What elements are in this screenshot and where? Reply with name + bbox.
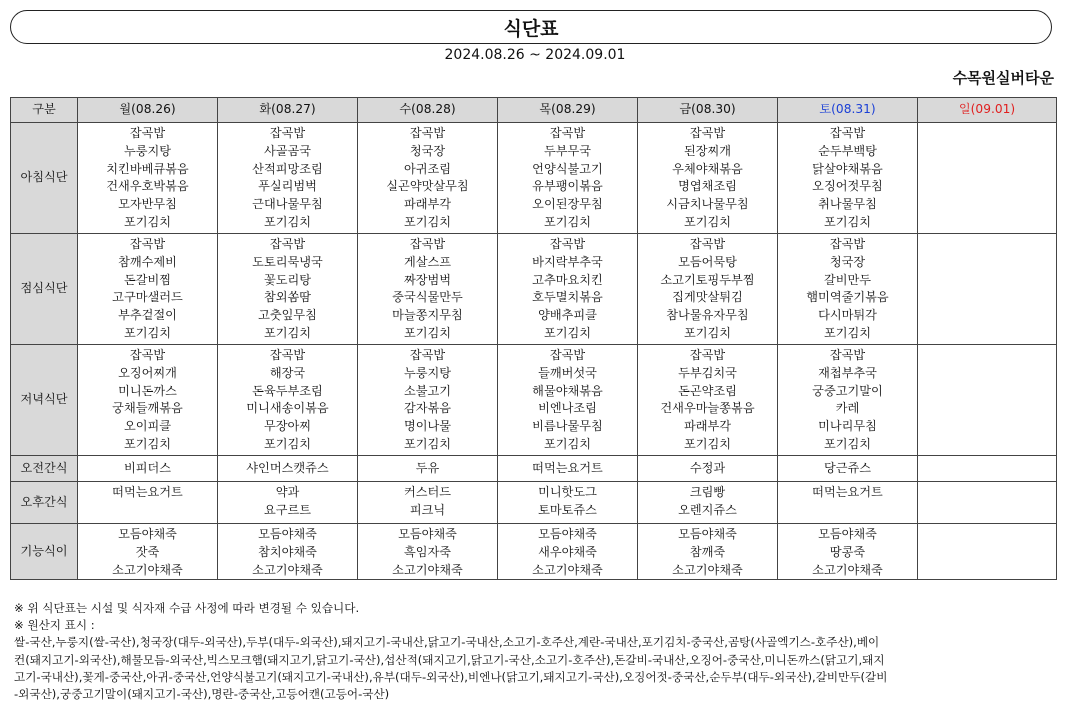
menu-item: 유부팽이볶음 xyxy=(532,179,603,194)
menu-item: 누룽지탕 xyxy=(403,365,452,380)
menu-item: 두유 xyxy=(415,460,440,475)
menu-cell xyxy=(778,123,918,234)
menu-item: 미니핫도그 xyxy=(538,485,597,499)
menu-item: 오징어찌개 xyxy=(118,365,177,380)
menu-item: 소불고기 xyxy=(403,383,452,398)
menu-cell xyxy=(358,524,498,580)
menu-item: 떠먹는요거트 xyxy=(112,485,183,499)
menu-item: 요구르트 xyxy=(263,502,312,517)
menu-item: 궁중고기말이 xyxy=(812,383,883,398)
menu-cell xyxy=(918,524,1057,580)
meal-row xyxy=(11,345,1057,456)
menu-cell xyxy=(498,123,638,234)
menu-item: 명이나물 xyxy=(403,419,452,434)
menu-cell xyxy=(218,482,358,524)
menu-item: 닭살야채볶음 xyxy=(812,161,883,176)
menu-item: 포기김치 xyxy=(403,214,452,229)
menu-item: 언양식불고기 xyxy=(532,161,603,176)
menu-cell xyxy=(218,345,358,456)
menu-cell xyxy=(78,524,218,580)
menu-item: 포기김치 xyxy=(823,436,872,451)
menu-cell xyxy=(638,345,778,456)
meal-row-label: 점심식단 xyxy=(11,234,78,345)
menu-item: 돈갈비찜 xyxy=(123,272,172,287)
menu-item: 중국식물만두 xyxy=(392,290,463,305)
menu-cell xyxy=(498,524,638,580)
menu-item: 게살스프 xyxy=(403,254,452,269)
menu-item: 포기김치 xyxy=(683,325,732,340)
menu-item: 푸실리범벅 xyxy=(258,179,317,194)
menu-item: 모듬야채죽 xyxy=(818,527,877,541)
menu-item: 잣죽 xyxy=(135,544,160,559)
meal-row xyxy=(11,524,1057,580)
menu-item: 잡곡밥 xyxy=(829,126,866,140)
menu-cell xyxy=(218,456,358,482)
menu-cell xyxy=(78,482,218,524)
menu-item: 모듬야채죽 xyxy=(258,527,317,541)
menu-item: 두부무국 xyxy=(543,143,592,158)
menu-item: 떠먹는요거트 xyxy=(532,460,603,475)
title-box xyxy=(10,10,1052,44)
meal-row xyxy=(11,123,1057,234)
menu-cell xyxy=(918,482,1057,524)
menu-item: 미니돈까스 xyxy=(118,383,177,398)
menu-item: 당근쥬스 xyxy=(823,460,872,475)
menu-cell xyxy=(638,123,778,234)
menu-item: 참깨수제비 xyxy=(118,254,177,269)
origin-line: 컨(돼지고기-외국산),해물모듬-외국산,빅스모크햄(돼지고기,닭고기-국산),섭산적(돼지고기,닭고기-국산,소고기-호주산),돈갈비-국내산,오징어-중국산,미니돈까스(닭고기,돼지 xyxy=(14,652,885,667)
menu-item: 소고기야채죽 xyxy=(812,562,883,577)
date-range: 2024.08.26 ~ 2024.09.01 xyxy=(444,47,626,63)
menu-item: 근대나물무침 xyxy=(252,197,323,212)
menu-item: 잡곡밥 xyxy=(129,237,166,251)
menu-item: 잡곡밥 xyxy=(269,348,306,362)
menu-item: 잡곡밥 xyxy=(549,126,586,140)
menu-cell xyxy=(78,456,218,482)
menu-item: 순두부백탕 xyxy=(818,143,877,158)
menu-cell xyxy=(918,345,1057,456)
menu-item: 잡곡밥 xyxy=(129,126,166,140)
menu-cell xyxy=(638,482,778,524)
menu-item: 잡곡밥 xyxy=(829,348,866,362)
menu-item: 카레 xyxy=(835,401,860,416)
menu-item: 고춧잎무침 xyxy=(258,308,317,323)
menu-item: 잡곡밥 xyxy=(829,237,866,251)
menu-item: 건새우마늘쫑볶음 xyxy=(660,401,755,416)
menu-item: 해물야채볶음 xyxy=(532,383,603,398)
menu-item: 잡곡밥 xyxy=(689,126,726,140)
menu-item: 포기김치 xyxy=(683,436,732,451)
menu-item: 소고기토핑두부찜 xyxy=(660,272,755,287)
menu-item: 갈비만두 xyxy=(823,272,872,287)
menu-item: 포기김치 xyxy=(263,436,312,451)
menu-item: 산적피망조림 xyxy=(252,161,323,176)
menu-item: 포기김치 xyxy=(123,325,172,340)
menu-item: 재첩부추국 xyxy=(818,365,877,380)
menu-item: 누룽지탕 xyxy=(123,143,172,158)
corner-header: 구분 xyxy=(11,98,78,123)
menu-item: 수정과 xyxy=(689,460,726,475)
meal-row-label: 오후간식 xyxy=(11,482,78,524)
menu-item: 파래부각 xyxy=(403,197,452,212)
menu-item: 된장찌개 xyxy=(683,143,732,158)
menu-item: 치킨바베큐볶음 xyxy=(106,161,189,176)
day-header: 수(08.28) xyxy=(358,98,498,123)
origin-line: 쌀-국산,누룽지(쌀-국산),청국장(대두-외국산),두부(대두-외국산),돼지고기-국내산,닭고기-국내산,소고기-호주산,계란-국내산,포기김치-중국산,곰탕(사골엑기스-호주산),베이 xyxy=(14,635,880,650)
menu-cell xyxy=(358,482,498,524)
menu-item: 포기김치 xyxy=(823,214,872,229)
menu-item: 잡곡밥 xyxy=(269,126,306,140)
origin-line: -외국산),궁중고기말이(돼지고기-국산),명란-중국산,고등어캔(고등어-국산) xyxy=(14,687,390,702)
menu-item: 떠먹는요거트 xyxy=(812,485,883,499)
menu-item: 포기김치 xyxy=(543,325,592,340)
menu-cell xyxy=(358,345,498,456)
header-row xyxy=(11,98,1057,123)
meal-row-label: 저녁식단 xyxy=(11,345,78,456)
menu-item: 비엔나조림 xyxy=(538,401,597,416)
menu-item: 크림빵 xyxy=(689,485,726,499)
menu-cell xyxy=(638,456,778,482)
menu-item: 샤인머스캣쥬스 xyxy=(246,460,329,475)
menu-item: 잡곡밥 xyxy=(409,126,446,140)
menu-cell xyxy=(78,123,218,234)
menu-item: 바지락부추국 xyxy=(532,254,603,269)
meal-row xyxy=(11,456,1057,482)
menu-cell xyxy=(778,456,918,482)
menu-item: 오징어젓무침 xyxy=(812,179,883,194)
menu-item: 참외쏨땀 xyxy=(263,290,312,305)
menu-item: 청국장 xyxy=(829,254,866,269)
menu-item: 오이피클 xyxy=(123,419,172,434)
menu-item: 모듬야채죽 xyxy=(398,527,457,541)
menu-item: 다시마튀각 xyxy=(818,308,877,323)
menu-item: 잡곡밥 xyxy=(549,348,586,362)
menu-item: 취나물무침 xyxy=(818,197,877,212)
menu-item: 포기김치 xyxy=(403,325,452,340)
menu-item: 도토리묵냉국 xyxy=(252,254,323,269)
menu-cell xyxy=(498,482,638,524)
menu-item: 비피더스 xyxy=(123,460,172,475)
menu-item: 포기김치 xyxy=(263,214,312,229)
menu-item: 해장국 xyxy=(269,365,306,380)
menu-cell xyxy=(78,345,218,456)
menu-item: 포기김치 xyxy=(123,214,172,229)
menu-item: 호두멸치볶음 xyxy=(532,290,603,305)
menu-item: 참깨죽 xyxy=(689,544,726,559)
menu-item: 들깨버섯국 xyxy=(538,365,597,380)
menu-item: 포기김치 xyxy=(683,214,732,229)
menu-item: 잡곡밥 xyxy=(129,348,166,362)
notice-line: ※ 위 식단표는 시설 및 식자재 수급 사정에 따라 변경될 수 있습니다. xyxy=(14,601,360,615)
origin-line: 고기-국내산),꽃게-중국산,아귀-중국산,언양식불고기(돼지고기-국내산),유부(대두-외국산),비엔나(닭고기,돼지고기-국산),오징어젓-중국산,순두부(대두-외국산),갈비만두(갈비 xyxy=(14,669,888,684)
menu-item: 청국장 xyxy=(409,143,446,158)
notice-line: ※ 원산지 표시 : xyxy=(14,618,95,633)
menu-cell xyxy=(778,524,918,580)
day-header: 목(08.29) xyxy=(498,98,638,123)
menu-item: 파래부각 xyxy=(683,419,732,434)
menu-item: 오이된장무침 xyxy=(532,197,603,212)
facility-name: 수목원실버타운 xyxy=(952,69,1054,87)
menu-cell xyxy=(638,524,778,580)
menu-item: 양배추피클 xyxy=(538,308,597,323)
menu-item: 약과 xyxy=(275,485,300,499)
menu-item: 꽃도리탕 xyxy=(263,272,312,287)
menu-cell xyxy=(778,345,918,456)
menu-cell xyxy=(918,234,1057,345)
menu-item: 돈육두부조림 xyxy=(252,383,323,398)
menu-item: 햄미역줄기볶음 xyxy=(806,290,889,305)
menu-item: 궁채들깨볶음 xyxy=(112,401,183,416)
menu-item: 잡곡밥 xyxy=(269,237,306,251)
menu-item: 커스터드 xyxy=(403,485,452,499)
day-header: 화(08.27) xyxy=(218,98,358,123)
page-title: 식단표 xyxy=(503,17,559,40)
menu-item: 잡곡밥 xyxy=(409,237,446,251)
menu-cell xyxy=(218,524,358,580)
menu-item: 오렌지쥬스 xyxy=(678,502,737,517)
menu-cell xyxy=(778,482,918,524)
notes-section xyxy=(14,600,1054,703)
day-header: 일(09.01) xyxy=(918,98,1057,123)
menu-cell xyxy=(498,234,638,345)
menu-item: 고구마샐러드 xyxy=(112,290,183,305)
menu-item: 소고기야채죽 xyxy=(252,562,323,577)
menu-item: 실곤약맛살무침 xyxy=(386,179,469,194)
meal-row xyxy=(11,234,1057,345)
menu-item: 포기김치 xyxy=(403,436,452,451)
menu-item: 소고기야채죽 xyxy=(112,562,183,577)
menu-cell xyxy=(638,234,778,345)
menu-item: 새우야채죽 xyxy=(538,544,597,559)
menu-item: 고추마요치킨 xyxy=(532,272,603,287)
day-header: 금(08.30) xyxy=(638,98,778,123)
menu-item: 감자볶음 xyxy=(403,401,452,416)
menu-item: 돈곤약조림 xyxy=(678,383,737,398)
meal-row-label: 아침식단 xyxy=(11,123,78,234)
menu-item: 우체야채볶음 xyxy=(672,161,743,176)
menu-item: 모자반무침 xyxy=(118,197,177,212)
menu-item: 마늘쫑지무침 xyxy=(392,308,463,323)
menu-item: 땅콩죽 xyxy=(829,544,866,559)
menu-item: 집게맛살튀김 xyxy=(672,290,743,305)
menu-item: 아귀조림 xyxy=(403,161,452,176)
menu-cell xyxy=(358,123,498,234)
menu-item: 비름나물무침 xyxy=(532,419,603,434)
menu-cell xyxy=(498,345,638,456)
menu-item: 모듬어묵탕 xyxy=(678,254,737,269)
menu-item: 모듬야채죽 xyxy=(118,527,177,541)
menu-item: 미니새송이볶음 xyxy=(246,401,329,416)
meal-row-label: 기능식이 xyxy=(11,524,78,580)
menu-cell xyxy=(918,456,1057,482)
menu-item: 참치야채죽 xyxy=(258,544,317,559)
menu-item: 포기김치 xyxy=(543,214,592,229)
menu-cell xyxy=(358,234,498,345)
menu-item: 피크닉 xyxy=(409,502,446,517)
menu-item: 부추겉절이 xyxy=(118,308,177,323)
menu-item: 미나리무침 xyxy=(818,419,877,434)
menu-item: 잡곡밥 xyxy=(409,348,446,362)
menu-item: 두부김치국 xyxy=(678,365,737,380)
menu-item: 포기김치 xyxy=(123,436,172,451)
menu-item: 모듬야채죽 xyxy=(678,527,737,541)
menu-item: 건새우호박볶음 xyxy=(106,179,189,194)
menu-item: 소고기야채죽 xyxy=(392,562,463,577)
menu-item: 모듬야채죽 xyxy=(538,527,597,541)
menu-table xyxy=(10,97,1057,580)
menu-item: 짜장범벅 xyxy=(403,272,452,287)
menu-item: 잡곡밥 xyxy=(689,348,726,362)
menu-item: 포기김치 xyxy=(543,436,592,451)
menu-item: 토마토쥬스 xyxy=(538,502,597,517)
menu-item: 잡곡밥 xyxy=(549,237,586,251)
meal-row-label: 오전간식 xyxy=(11,456,78,482)
menu-item: 소고기야채죽 xyxy=(532,562,603,577)
menu-item: 무장아찌 xyxy=(263,419,312,434)
day-header: 월(08.26) xyxy=(78,98,218,123)
meal-row xyxy=(11,482,1057,524)
menu-item: 흑임자죽 xyxy=(403,544,452,559)
menu-item: 소고기야채죽 xyxy=(672,562,743,577)
menu-cell xyxy=(918,123,1057,234)
menu-item: 포기김치 xyxy=(263,325,312,340)
menu-cell xyxy=(498,456,638,482)
menu-item: 참나물유자무침 xyxy=(666,308,749,323)
menu-cell xyxy=(218,234,358,345)
menu-item: 포기김치 xyxy=(823,325,872,340)
menu-cell xyxy=(778,234,918,345)
menu-cell xyxy=(78,234,218,345)
day-header: 토(08.31) xyxy=(778,98,918,123)
menu-item: 사골곰국 xyxy=(263,143,312,158)
menu-item: 명엽채조림 xyxy=(678,179,737,194)
menu-item: 시금치나물무침 xyxy=(666,197,749,212)
menu-cell xyxy=(218,123,358,234)
menu-cell xyxy=(358,456,498,482)
menu-item: 잡곡밥 xyxy=(689,237,726,251)
